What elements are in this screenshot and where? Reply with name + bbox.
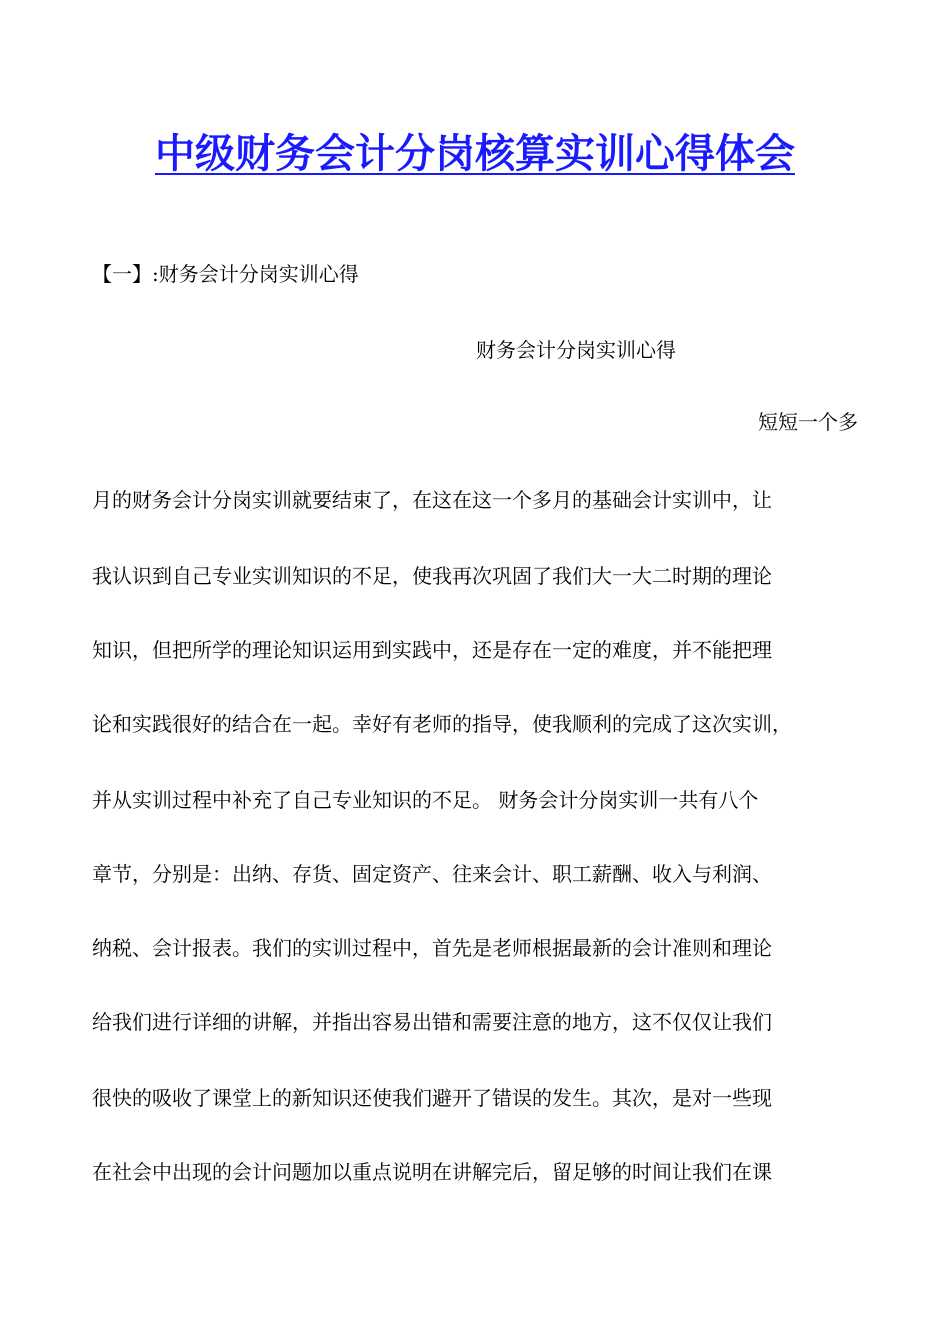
body-line: 月的财务会计分岗实训就要结束了，在这在这一个多月的基础会计实训中，让 [92,488,772,512]
document-title[interactable]: 中级财务会计分岗核算实训心得体会 [155,130,795,177]
body-line: 章节，分别是：出纳、存货、固定资产、往来会计、职工薪酬、收入与利润、 [92,862,772,886]
body-line: 给我们进行详细的讲解，并指出容易出错和需要注意的地方，这不仅仅让我们 [92,1010,772,1034]
body-line: 知识，但把所学的理论知识运用到实践中，还是存在一定的难度，并不能把理 [92,638,772,662]
body-line: 并从实训过程中补充了自己专业知识的不足。 财务会计分岗实训一共有八个 [92,788,759,812]
intro-fragment: 短短一个多 [758,410,858,434]
body-line: 我认识到自己专业实训知识的不足，使我再次巩固了我们大一大二时期的理论 [92,564,772,588]
section-heading: 【一】:财务会计分岗实训心得 [92,262,359,286]
sub-title: 财务会计分岗实训心得 [476,338,676,362]
body-line: 在社会中出现的会计问题加以重点说明在讲解完后，留足够的时间让我们在课 [92,1160,772,1184]
body-line: 很快的吸收了课堂上的新知识还使我们避开了错误的发生。其次，是对一些现 [92,1086,772,1110]
body-line: 纳税、会计报表。我们的实训过程中，首先是老师根据最新的会计准则和理论 [92,936,772,960]
body-line: 论和实践很好的结合在一起。幸好有老师的指导，使我顺利的完成了这次实训， [92,712,792,736]
